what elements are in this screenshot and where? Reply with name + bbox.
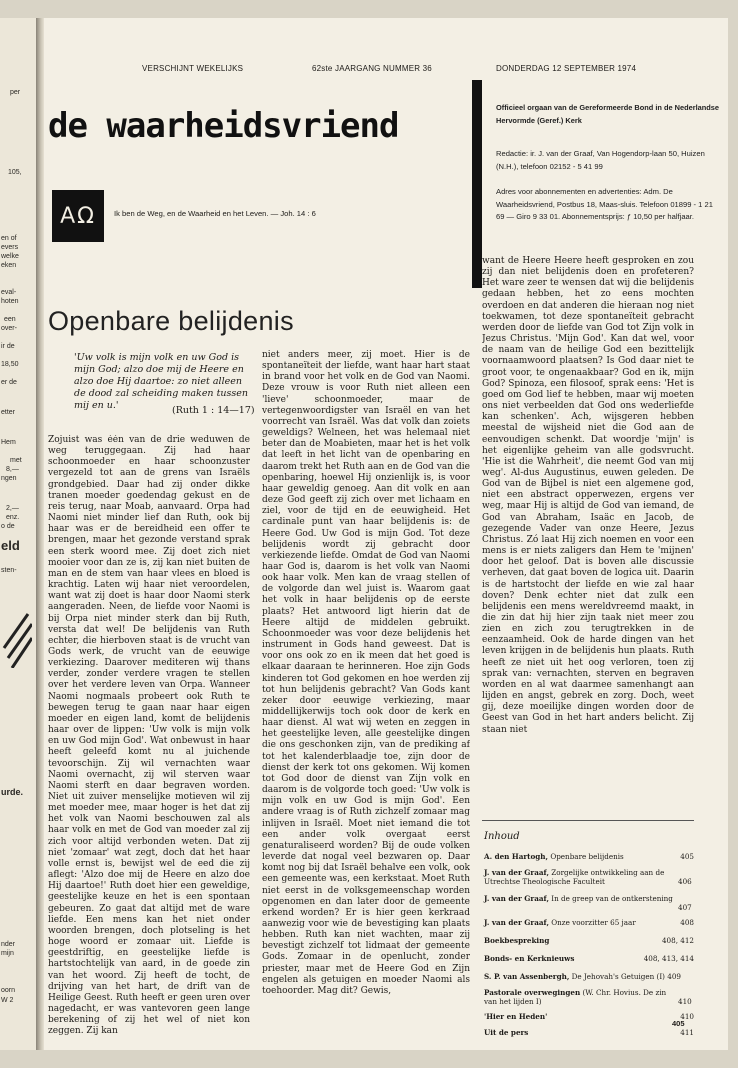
newspaper-page <box>44 18 728 1050</box>
alpha-omega-logo: ΑΩ <box>52 190 104 242</box>
fragment: er de <box>1 379 17 386</box>
fragment: over- <box>1 325 17 332</box>
toc-entry: 'Hier en Heden' 410 <box>484 1012 694 1021</box>
fragment: oorn <box>1 987 16 994</box>
official-organ: Officieel orgaan van de Gereformeerde Bond in de Nederlandse Hervormde (Geref.) Kerk <box>496 103 720 125</box>
article-column-2 <box>262 350 470 1050</box>
fragment: mijn <box>1 950 14 957</box>
fragment: welke <box>1 253 19 260</box>
fragment: evers <box>1 244 19 251</box>
fragment: ir de <box>1 343 15 350</box>
toc-entry: S. P. van Assenbergh, De Jehovah's Getuigen (I) 409 <box>484 972 681 981</box>
issue-date: DONDERDAG 12 SEPTEMBER 1974 <box>496 64 637 73</box>
toc-entry: Boekbespreking 408, 412 <box>484 936 694 945</box>
fragment: eld <box>1 538 20 553</box>
fragment: Hem <box>1 439 16 446</box>
column-3-text: want de Heere Heere heeft gesproken en zou zij dan niet belijdenis doen en profeteren? Het ware zeer te wensen dat wij die belijdenis gedaan hebben, het zo eens mochten overdoen en dat anderen die hieraan nog niet toekwamen, tot deze spontaneïteit gebracht werden door de liefde van God tot Zijn volk in Jezus Christus. 'Mijn God'. Kan dat wel, voor de naam van de heilige God een bezittelijk voornaamwoord plaatsen? Is God daar niet te groot voor, te ongenaakbaar? God en ik, mijn God? Spinoza, een filosoof, sprak eens: 'Het is goed om God lief te hebben, maar wij moeten ons niet verbeelden dat God ons wederliefde kan schenken'. Ach, wijsgeren hebben meestal de wijsheid niet die God aan de eenvoudigen schenkt. Dat woordje 'mijn' is het eigenlijke geheim van alle godsvrucht. 'Hie ist die Wahrheit', die neemt God van mij weg'. Al-dus Augustinus, euwen geleden. De God van de Bijbel is niet een algemene god, niet een abstract opperwezen, ergens ver weg, maar Hij is altijd de God van iemand, de God van Abraham, Isaäc en Jacob, de gezegende Vader van onze Heere, Jezus Christus. Zó laat Hij zich noemen en voor een mens is er niets zaligers dan Hem te 'mijnen' door het geloof. Dat is boven alle discussie verheven, dat gaat boven de logica uit. Daarin is de hartstocht der liefde en wie zal haar doven? Denk echter niet dat zulk een belijdenis een mens wereldvreemd maakt, in die zin dat hij hier zijn taak niet meer zou zien en zich zou terugtrekken in de eenzaamheid. Ook de harde dingen van het leven krijgen in de belijdenis hun plaats. Ruth heeft ze niet uit het oog verloren, toen zij sprak van: vernachten, sterven en begraven worden en al wat daarmee samenhangt aan lijden en angst, gebrek en zorg. Doch, weet gij, deze moeilijke dingen worden door de Geest van God in het hart anders belicht. Zij staan niet <box>482 256 694 735</box>
fragment: met <box>10 457 22 464</box>
fragment: nder <box>1 941 16 948</box>
epigraph: 'Uw volk is mijn volk en uw God is mijn God; alzo doe mij de Heere en alzo doe Hij daartoe: zo niet alleen de dood zal scheiding maken tussen mij en u.' <box>74 352 249 411</box>
fragment: etter <box>1 409 16 416</box>
fragment: hoten <box>1 298 19 305</box>
fragment: o de <box>1 523 15 530</box>
page-number: 405 <box>672 1019 685 1028</box>
fragment: 18,50 <box>1 361 19 368</box>
toc-page: 410 <box>678 997 692 1006</box>
fragment: eval- <box>1 289 17 296</box>
toc-entry: J. van der Graaf, Zorgelijke ontwikkeling aan de Utrechtse Theologische Faculteit <box>484 868 665 886</box>
fragment: urde. <box>1 787 24 797</box>
toc-entry: Bonds- en Kerknieuws 408, 413, 414 <box>484 954 694 963</box>
toc-page: 406 <box>678 877 692 886</box>
fragment: een <box>4 316 16 323</box>
fragment: sten- <box>1 567 17 574</box>
toc-entry: J. van der Graaf, In de greep van de ontkerstening <box>484 894 673 903</box>
fragment: 105, <box>8 169 22 176</box>
column-1-text: Zojuist was één van de drie weduwen de weg teruggegaan. Zij had haar schoonmoeder en haar schoonzuster vergezeld tot aan de grens van Israëls grondgebied. Daar had zij onder dikke tranen moeder goedendag gekust en de reis terug, naar Moab, aanvaard. Orpa had Naomi niet minder lief dan Ruth, ook bij haar was er de bereidheid een offer te brengen, maar het gezonde verstand sprak een sterk woord mee. Zij doet zich niet mooier voor dan ze is, zij kan niet buiten de man en de stem van haar vlees en bloed is krachtig. Laten wij haar niet veroordelen, want wat zij doet is haar door Naomi sterk aangeraden. Neen, de liefde voor Naomi is bij Orpa niet minder sterk dan bij Ruth, versta dat wel! De belijdenis van Ruth echter, die hierboven staat is de vrucht van Gods werk, de vrucht van de eeuwige verkiezing. Daarover mediteren wij thans verder, zonder verdere vragen te stellen over het verdere leven van Orpa. Wanneer Naomi nogmaals probeert ook Ruth te bewegen terug te gaan naar haar eigen moeder en eigen land, komt de belijdenis haar over de lippen: 'Uw volk is mijn volk en uw God mijn God'. Wat onbewust in haar heeft geleefd komt nu al juichende tevoorschijn. Zij wil vernachten waar Naomi overnacht, zij wil sterven waar Naomi sterft en daar begraven worden. Niet uit zuiver menselijke motieven wil zij met moeder mee, maar hoger is het dat zij het volk van Naomi beschouwen zal als haar volk en met de God van moeder zal zij zich voor altijd verbonden weten. Dat zij niet 'zomaar' wat zegt, doch dat het haar volle ernst is, bewijst wel de eed die zij aflegt: 'Alzo doe mij de Heere en alzo doe Hij daartoe!' Ruth doet hier een geweldige, geestelijke keuze en het is een spontaan gebeuren. Zo gaat dat altijd met de ware liefde. Een mens kan het niet onder woorden brengen, doch plotseling is het hoge woord er zomaar uit. Liefde is geestdriftig, en geestelijke liefde is hartstochtelijk van aard, in de goede zin van het woord. Zij heeft de tocht, de drijving van het hart, de drift van de Heilige Geest. Ruth heeft er geen uren over nagedacht, er was vantevoren geen lange berekening of zij het wel of niet kon zeggen. Zij kan <box>48 435 250 1037</box>
fragment: enz. <box>6 514 20 521</box>
fragment: W 2 <box>1 997 14 1004</box>
toc-entry: A. den Hartogh, Openbare belijdenis 405 <box>484 852 694 861</box>
fragment: 8,— <box>6 466 19 473</box>
motto: Ik ben de Weg, en de Waarheid en het Leven. — Joh. 14 : 6 <box>114 209 316 218</box>
toc-entry: Pastorale overwegingen (W. Chr. Hovius. De zin van het lijden I) <box>484 988 667 1006</box>
editorial-address: Redactie: ir. J. van der Graaf, Van Hogendorp-laan 50, Huizen (N.H.), telefoon 02152 - 5 41 99 <box>496 149 705 171</box>
fragment: eken <box>1 262 17 269</box>
contents-rule <box>482 820 694 821</box>
epigraph-reference: (Ruth 1 : 14—17) <box>172 405 255 416</box>
fragment: per <box>10 89 21 96</box>
subscription-address: Adres voor abonnementen en advertenties: Adm. De Waarheidsvriend, Postbus 18, Maas-sluis. Telefoon 01899 - 1 21 69 — Giro 9 33 01. Abonnementsprijs: ƒ 10,50 per halfjaar. <box>496 187 713 221</box>
fragment: en of <box>1 235 17 242</box>
masthead-divider <box>472 80 482 288</box>
page-gutter <box>36 18 44 1050</box>
toc-entry: Uit de pers 411 <box>484 1028 694 1037</box>
article-title: Openbare belijdenis <box>48 306 294 336</box>
table-of-contents <box>484 852 696 1037</box>
fragment: 2,— <box>6 505 19 512</box>
ornament-slashes <box>2 608 32 668</box>
masthead-title: de waarheidsvriend <box>48 106 399 146</box>
toc-entry: J. van der Graaf, Onze voorzitter 65 jaar 408 <box>484 918 694 927</box>
facing-page <box>0 18 37 1050</box>
frequency: VERSCHIJNT WEKELIJKS <box>142 64 244 73</box>
volume-number: 62ste JAARGANG NUMMER 36 <box>312 64 432 73</box>
toc-page: 407 <box>678 903 692 912</box>
contents-title: Inhoud <box>484 831 520 842</box>
article-column-1 <box>48 435 250 1050</box>
article-column-3 <box>482 256 694 816</box>
fragment: ngen <box>1 475 17 482</box>
column-2-text: niet anders meer, zij moet. Hier is de spontaneïteit der liefde, want haar hart staat in brand voor het volk en de God van Naomi. Deze vrouw is voor Ruth niet alleen een 'lieve' schoonmoeder, maar de vertegenwoordigster van Israël en van het voorrecht van Israël. Was dat volk dan zoiets geweldigs? Welneen, het was helemaal niet beter dan de Moabieten, maar het is het volk dat leeft in het licht van de openbaring en daarom trekt het Ruth aan en de God van die openbaring, hoewel Hij onzienlijk is, is voor haar geweldig genoeg. Aan dit volk en aan deze God geeft zij zich over met lichaam en ziel, voor de tijd en de eeuwigheid. Het cardinale punt van haar belijdenis is: de Heere God. Uw God is mijn God. Tot deze belijdenis wordt zij gebracht door verkiezende liefde. Omdat de God van Naomi haar God is, daarom is het volk van Naomi ook haar volk. Men kan de vraag stellen of de volgorde dan wel juist is. Waarom gaat het volk in haar belijdenis op de eerste plaats? Het antwoord ligt hierin dat de Heere altijd de middelen gebruikt. Schoonmoeder was voor deze belijdenis het instrument in Gods hand geweest. Dat is voor ons ook zo en ik meen dat het goed is elkaar daaraan te herinneren. Hoe zijn Gods kinderen tot God gekomen en hoe werden zij tot hun belijdenis gebracht? Van Gods kant zeker door eeuwige verkiezing, maar middellijkerwijs toch ook door de kerk en haar dienst. Al wat wij weten en zeggen in het geestelijke leven, alle geestelijke dingen die ons geschonken zijn, van de prediking af tot het kalenderblaadje toe, zijn door de dienst der kerk tot ons gekomen. Wij komen tot God door de dienst van Zijn volk en daarom is de volgorde toch goed: 'Uw volk is mijn volk en uw God is mijn God'. Een andere vraag is of Ruth zichzelf zomaar mag inlijven in Israël. Moet niet iemand die tot een ander volk overgaat eerst genaturaliseerd worden? Bij de oude volken leverde dat nogal veel bezwaren op. Daar komt nog bij dat Israël behalve een volk, ook een gemeente was, een kerkstaat. Moet Ruth niet eerst in de volksgemeenschap worden opgenomen en dan later door de gemeente erkend worden? Er is hier geen kerkraad aanwezig voor wie de bevestiging kan plaats hebben. Ruth kan niet wachten, maar zij bevestigt zichzelf tot lidmaat der gemeente Gods. Zomaar in de openlucht, zonder priester, maar met de Heere God en Zijn engelen als getuigen en moeder Naomi als toehoorder. Mag dit? Gewis, <box>262 350 470 996</box>
